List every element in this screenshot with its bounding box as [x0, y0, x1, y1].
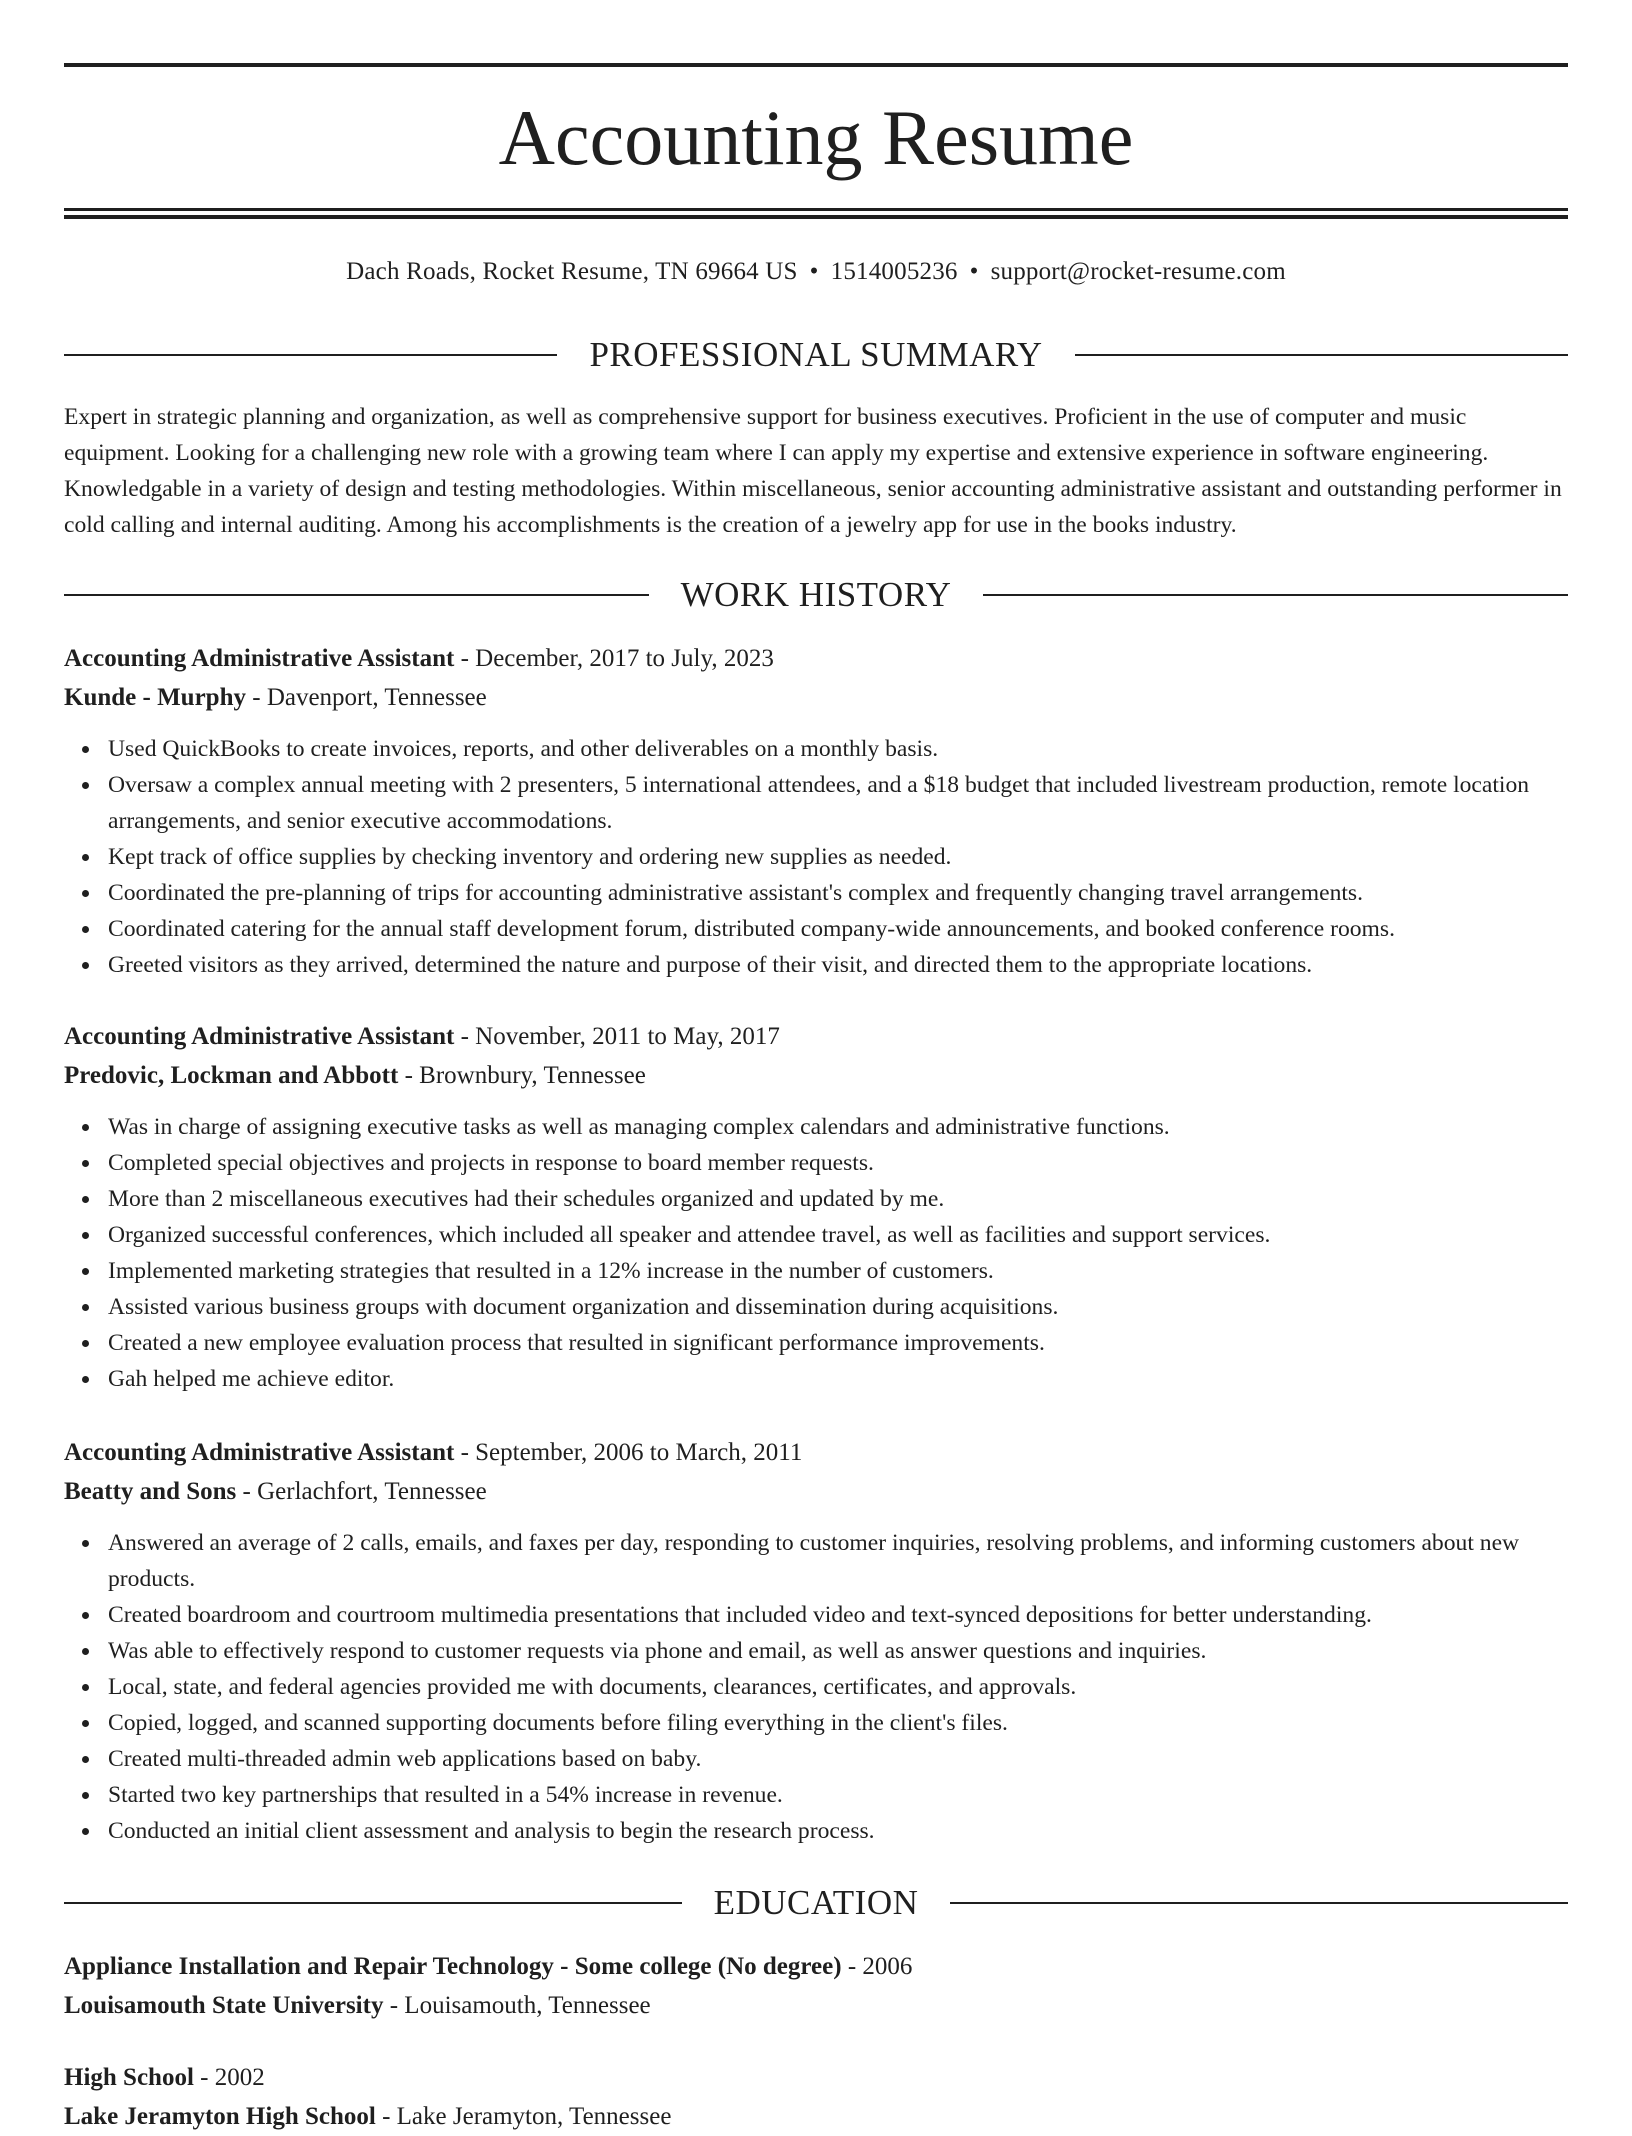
education-location: Louisamouth, Tennessee: [404, 1992, 651, 2019]
title-rule-upper: [64, 208, 1568, 211]
section-heading-label: EDUCATION: [713, 1883, 919, 1922]
job-bullet: Implemented marketing strategies that resulted in a 12% increase in the number of customers.: [108, 1253, 1568, 1289]
job-company-line: Predovic, Lockman and Abbott - Brownbury, Tennessee: [64, 1062, 646, 1089]
job-title-line: Accounting Administrative Assistant - September, 2006 to March, 2011: [64, 1439, 803, 1466]
contact-address: Dach Roads, Rocket Resume, TN 69664 US: [346, 258, 798, 285]
heading-rule: [983, 594, 1568, 596]
job-bullets: [64, 1109, 1568, 1397]
job-bullet: Gah helped me achieve editor.: [108, 1361, 1568, 1397]
education-school-line: Lake Jeramyton High School - Lake Jeramyton, Tennessee: [64, 2103, 672, 2130]
contact-email: support@rocket-resume.com: [990, 258, 1286, 285]
job-bullet: Was in charge of assigning executive tasks as well as managing complex calendars and administrative functions.: [108, 1109, 1568, 1145]
job-title-line: Accounting Administrative Assistant - December, 2017 to July, 2023: [64, 645, 774, 672]
job-bullet: Completed special objectives and projects in response to board member requests.: [108, 1145, 1568, 1181]
contact-separator: •: [809, 258, 819, 285]
job-dates: November, 2011 to May, 2017: [475, 1023, 780, 1050]
job-bullet: Started two key partnerships that resulted in a 54% increase in revenue.: [108, 1777, 1568, 1813]
contact-separator: •: [969, 258, 979, 285]
job-bullets: [64, 731, 1568, 983]
job-bullet: Was able to effectively respond to customer requests via phone and email, as well as answer questions and inquiries.: [108, 1633, 1568, 1669]
education-degree-line: Appliance Installation and Repair Technology - Some college (No degree) - 2006: [64, 1953, 913, 1980]
contact-line: [64, 254, 1568, 290]
job-bullet: Organized successful conferences, which included all speaker and attendee travel, as well as facilities and support services.: [108, 1217, 1568, 1253]
education-location: Lake Jeramyton, Tennessee: [396, 2103, 672, 2130]
job-dates: December, 2017 to July, 2023: [475, 645, 774, 672]
job-title-line: Accounting Administrative Assistant - November, 2011 to May, 2017: [64, 1023, 780, 1050]
section-heading-education: [64, 1879, 1568, 1927]
job-bullet: Answered an average of 2 calls, emails, and faxes per day, responding to customer inquiries, resolving problems, and informing customers about new products.: [108, 1525, 1568, 1597]
job-bullet: Used QuickBooks to create invoices, reports, and other deliverables on a monthly basis.: [108, 731, 1568, 767]
job-location: Davenport, Tennessee: [266, 684, 487, 711]
section-heading-summary: [64, 331, 1568, 379]
education-year: 2002: [214, 2064, 265, 2091]
education-year: 2006: [862, 1953, 913, 1980]
job-location: Gerlachfort, Tennessee: [257, 1478, 487, 1505]
job-bullet: Copied, logged, and scanned supporting documents before filing everything in the client's files.: [108, 1705, 1568, 1741]
heading-rule: [1075, 354, 1568, 356]
job-entry: [64, 1017, 1568, 1397]
job-bullet: Kept track of office supplies by checking inventory and ordering new supplies as needed.: [108, 839, 1568, 875]
job-bullet: Assisted various business groups with document organization and dissemination during acquisitions.: [108, 1289, 1568, 1325]
job-bullet: Conducted an initial client assessment and analysis to begin the research process.: [108, 1813, 1568, 1849]
heading-rule: [64, 354, 557, 356]
top-rule: [64, 63, 1568, 67]
job-bullet: Created a new employee evaluation process that resulted in significant performance improvements.: [108, 1325, 1568, 1361]
section-heading-label: PROFESSIONAL SUMMARY: [589, 335, 1043, 374]
job-entry: [64, 1433, 1568, 1849]
job-company-line: Beatty and Sons - Gerlachfort, Tennessee: [64, 1478, 487, 1505]
education-school: Lake Jeramyton High School: [64, 2103, 376, 2130]
job-bullets: [64, 1525, 1568, 1849]
summary-text: Expert in strategic planning and organization, as well as comprehensive support for business executives. Proficient in the use of computer and music equipment. Looking for a challenging new role with a growing team where I can apply my expertise and extensive experience in software engineering. Knowledgable in a variety of design and testing methodologies. Within miscellaneous, senior accounting administrative assistant and outstanding performer in cold calling and internal auditing. Among his accomplishments is the creation of a jewelry app for use in the books industry.: [64, 404, 1562, 538]
job-entry: [64, 639, 1568, 983]
job-company: Kunde - Murphy: [64, 684, 246, 711]
job-bullet: Coordinated catering for the annual staff development forum, distributed company-wide announcements, and booked conference rooms.: [108, 911, 1568, 947]
title-rule-lower: [64, 215, 1568, 219]
job-company-line: Kunde - Murphy - Davenport, Tennessee: [64, 684, 487, 711]
heading-rule: [64, 594, 649, 596]
job-company: Beatty and Sons: [64, 1478, 237, 1505]
education-entry: [64, 2058, 1568, 2136]
job-company: Predovic, Lockman and Abbott: [64, 1062, 399, 1089]
education-degree: Appliance Installation and Repair Technology - Some college (No degree): [64, 1953, 842, 1980]
heading-rule: [64, 1902, 682, 1904]
job-bullet: Greeted visitors as they arrived, determined the nature and purpose of their visit, and directed them to the appropriate locations.: [108, 947, 1568, 983]
job-title: Accounting Administrative Assistant: [64, 1023, 455, 1050]
job-title: Accounting Administrative Assistant: [64, 645, 455, 672]
education-degree-line: High School - 2002: [64, 2064, 265, 2091]
education-entry: [64, 1947, 1568, 2025]
job-title: Accounting Administrative Assistant: [64, 1439, 455, 1466]
resume-title: Accounting Resume: [498, 94, 1134, 181]
job-bullet: Oversaw a complex annual meeting with 2 presenters, 5 international attendees, and a $18 budget that included livestream production, remote location arrangements, and senior executive accommodations.: [108, 767, 1568, 839]
job-bullet: Coordinated the pre-planning of trips for accounting administrative assistant's complex and frequently changing travel arrangements.: [108, 875, 1568, 911]
education-school-line: Louisamouth State University - Louisamouth, Tennessee: [64, 1992, 651, 2019]
education-degree: High School: [64, 2064, 194, 2091]
education-school: Louisamouth State University: [64, 1992, 384, 2019]
job-dates: September, 2006 to March, 2011: [475, 1439, 803, 1466]
job-bullet: Created multi-threaded admin web applications based on baby.: [108, 1741, 1568, 1777]
contact-phone: 1514005236: [830, 258, 958, 285]
section-heading-work-history: [64, 571, 1568, 619]
section-heading-label: WORK HISTORY: [680, 575, 952, 614]
job-bullet: Created boardroom and courtroom multimedia presentations that included video and text-synced depositions for better understanding.: [108, 1597, 1568, 1633]
job-bullet: More than 2 miscellaneous executives had their schedules organized and updated by me.: [108, 1181, 1568, 1217]
job-location: Brownbury, Tennessee: [419, 1062, 646, 1089]
heading-rule: [950, 1902, 1568, 1904]
job-bullet: Local, state, and federal agencies provided me with documents, clearances, certificates, and approvals.: [108, 1669, 1568, 1705]
